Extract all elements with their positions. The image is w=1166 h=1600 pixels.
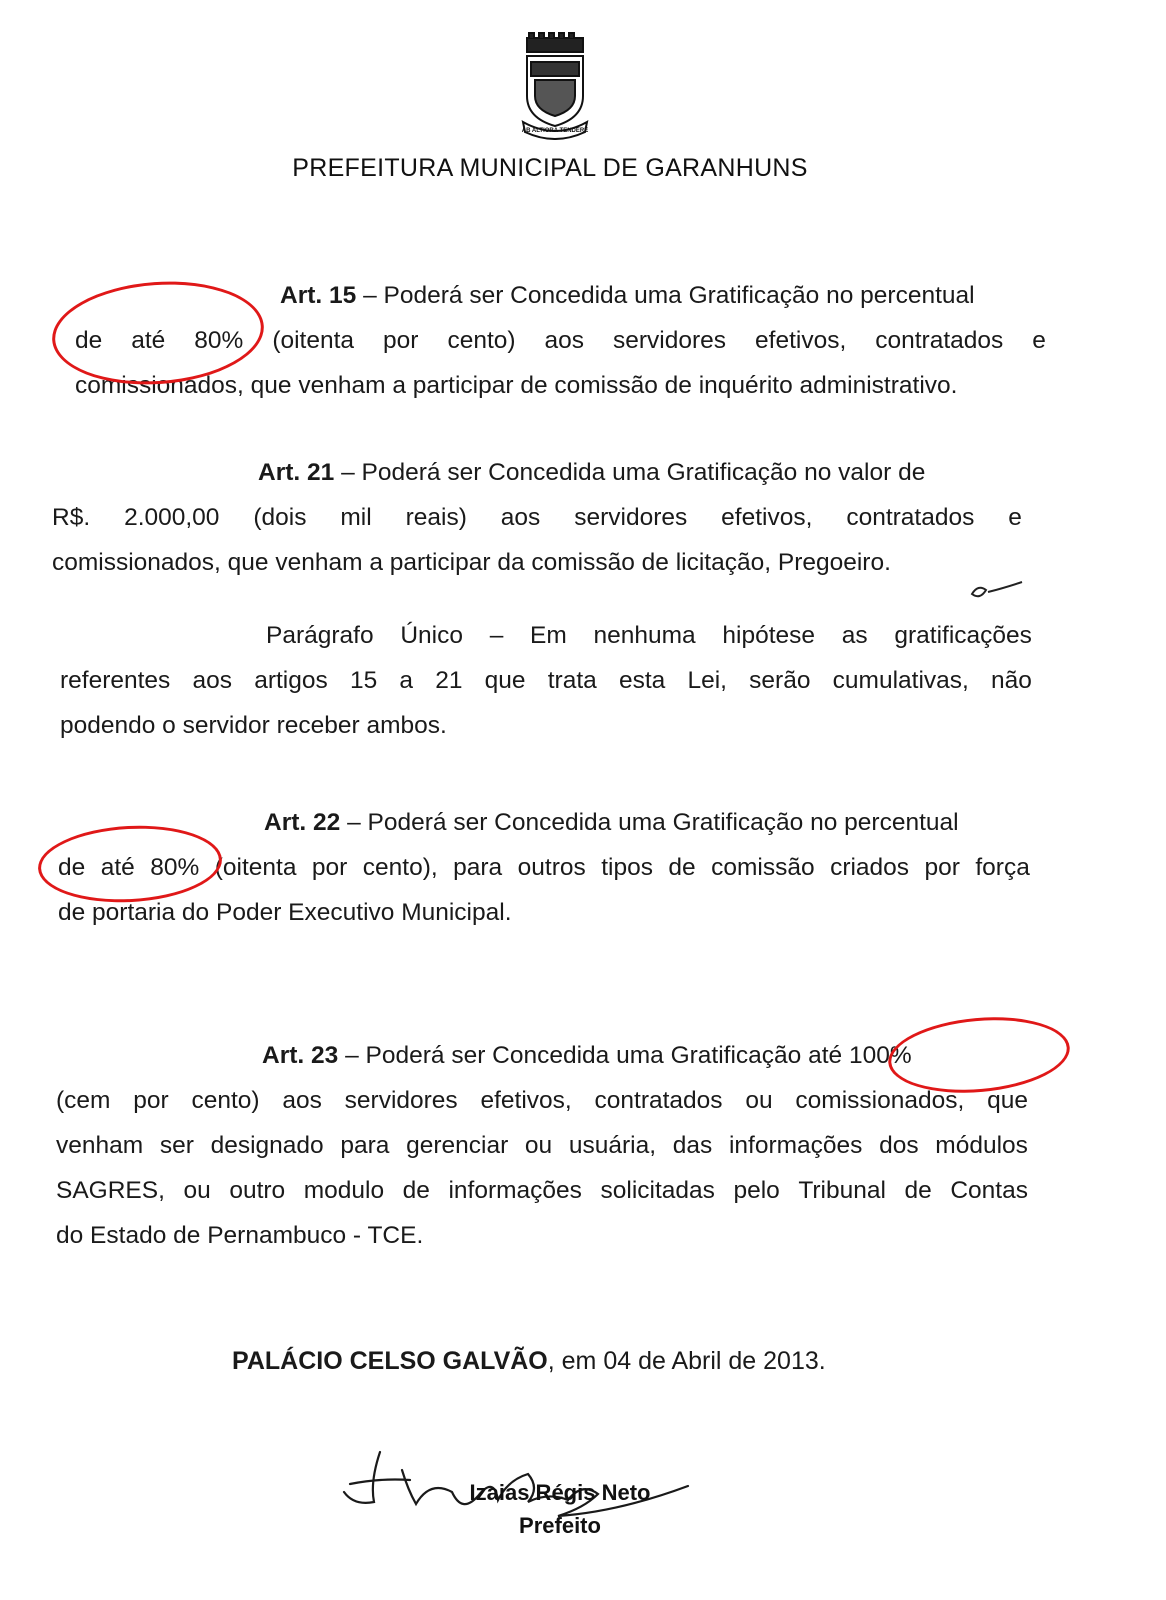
paragrafo-line-3: podendo o servidor receber ambos. [60,712,447,739]
article-23-line-5: do Estado de Pernambuco - TCE. [56,1222,424,1249]
article-23-line-4: SAGRES, ou outro modulo de informações solicitadas pelo Tribunal de Contas [56,1177,1028,1204]
municipal-crest-icon [521,32,589,140]
paragrafo-line-2: referentes aos artigos 15 a 21 que trata esta Lei, serão cumulativas, não [60,667,1032,694]
article-22-line-2: de até 80% (oitenta por cento), para outros tipos de comissão criados por força [58,854,1030,881]
article-21-line-1: Art. 21 – Poderá ser Concedida uma Gratificação no valor de [258,459,926,486]
article-22-line-3: de portaria do Poder Executivo Municipal. [58,899,512,926]
article-21 [52,450,1022,585]
article-15-label: Art. 15 [280,282,357,309]
article-23-line-3: venham ser designado para gerenciar ou usuária, das informações dos módulos [56,1132,1028,1159]
article-22-line-1: Art. 22 – Poderá ser Concedida uma Gratificação no percentual [264,809,959,836]
article-21-label: Art. 21 [258,459,335,486]
paragrafo-line-1: Parágrafo Único – Em nenhuma hipótese as gratificações [266,622,1032,649]
article-23-line-1: Art. 23 – Poderá ser Concedida uma Gratificação até 100% [262,1042,912,1069]
article-22-label: Art. 22 [264,809,341,836]
signer-role: Prefeito [519,1513,601,1538]
article-15-line-1: Art. 15 – Poderá ser Concedida uma Gratificação no percentual [280,282,975,309]
article-23-label: Art. 23 [262,1042,339,1069]
closing-line [232,1347,826,1376]
article-15-line-2: de até 80% (oitenta por cento) aos servidores efetivos, contratados e [75,327,1046,354]
signer-name: Izaias Régis Neto [469,1480,651,1505]
paragrafo-unico [60,613,1032,748]
handwritten-mark-icon [968,578,1028,608]
article-15-line-3: comissionados, que venham a participar de comissão de inquérito administrativo. [75,372,958,399]
crest-motto: AB ALTIORA TENDERE [521,128,589,134]
article-21-line-2: R$. 2.000,00 (dois mil reais) aos servidores efetivos, contratados e [52,504,1022,531]
article-22 [58,800,1030,935]
page-title: PREFEITURA MUNICIPAL DE GARANHUNS [292,154,808,182]
closing-date: , em 04 de Abril de 2013. [547,1347,826,1375]
article-15 [60,273,1046,408]
article-23-line-2: (cem por cento) aos servidores efetivos, contratados ou comissionados, que [56,1087,1028,1114]
palace-name: PALÁCIO CELSO GALVÃO [232,1347,548,1375]
article-23 [56,1033,1028,1258]
article-21-line-3: comissionados, que venham a participar da comissão de licitação, Pregoeiro. [52,549,891,576]
